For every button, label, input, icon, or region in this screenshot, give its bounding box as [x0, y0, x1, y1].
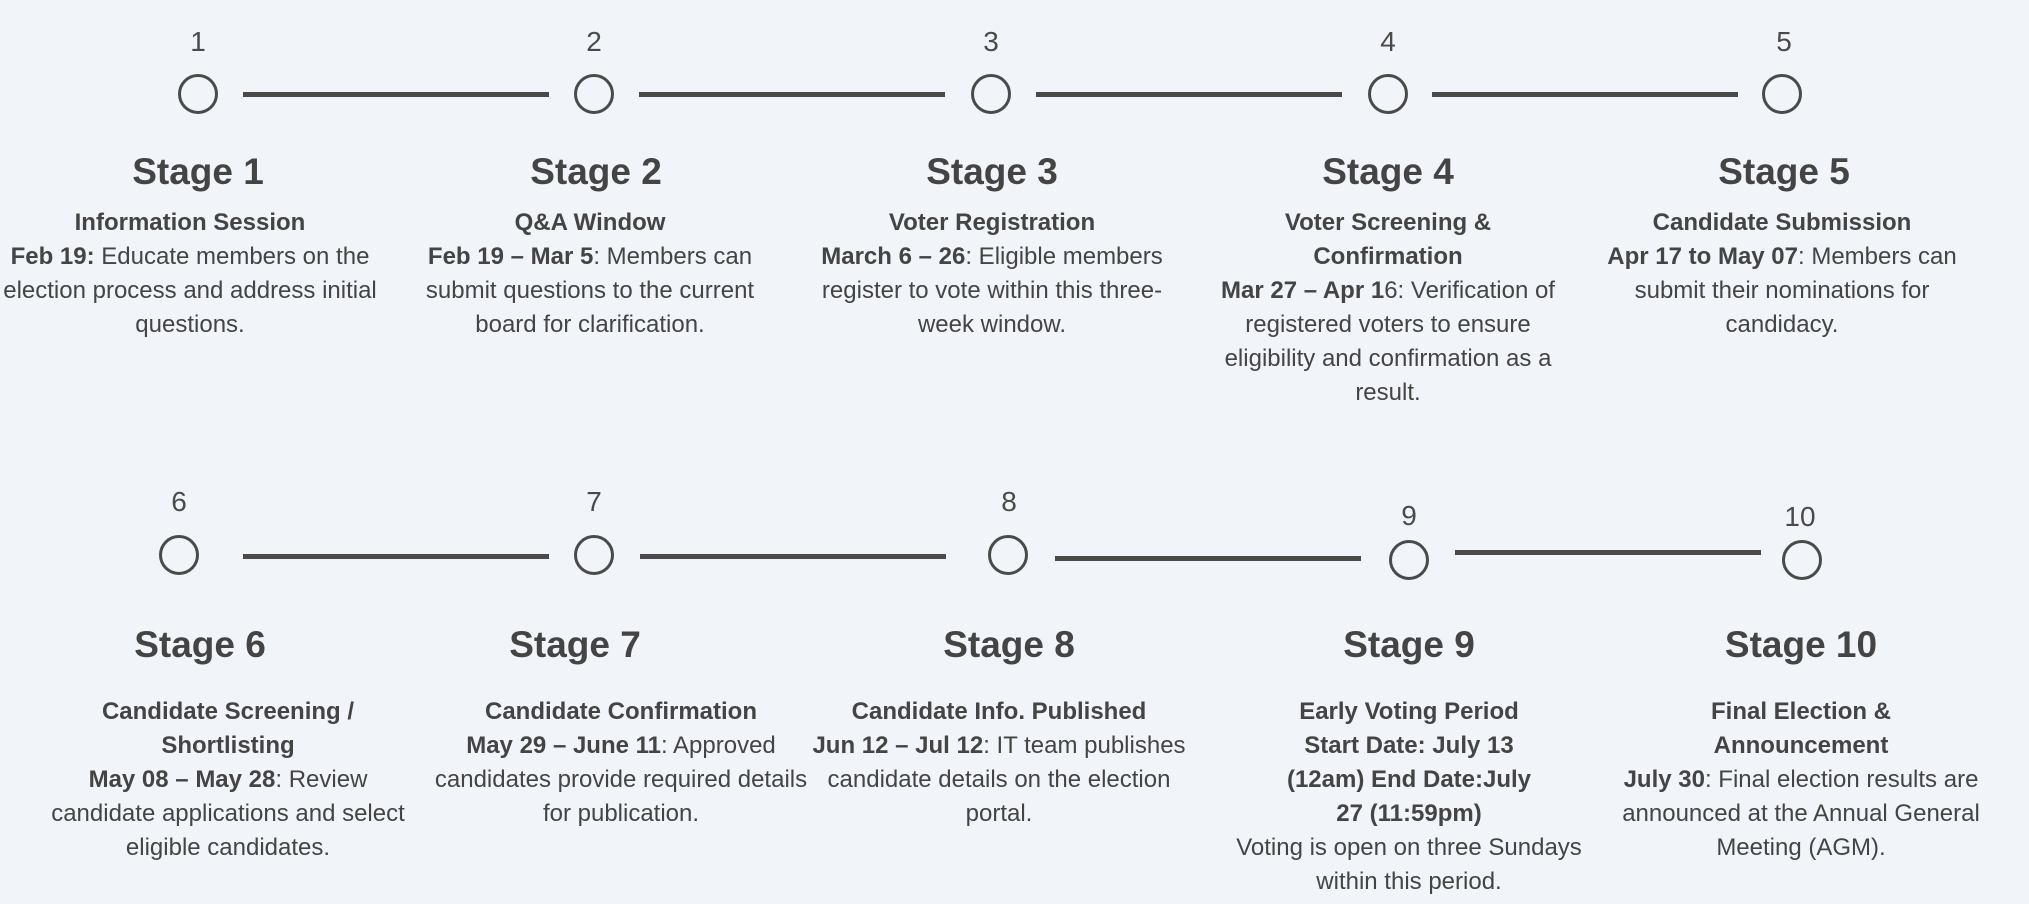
stage-description — [802, 206, 1182, 342]
stage-subtitle: Final Election & Announcement — [1710, 698, 1892, 759]
stage-number: 8 — [1001, 486, 1017, 517]
stage-title: Stage 1 — [132, 151, 264, 192]
stage-number: 7 — [586, 486, 602, 517]
stage-title: Stage 8 — [943, 624, 1075, 665]
stage-node — [988, 535, 1028, 575]
stage-title: Stage 7 — [509, 624, 641, 665]
stage-description — [1611, 695, 1991, 865]
stage-date: July 30 — [1623, 766, 1705, 793]
stage-text: Educate members on the election process and address initial questions. — [3, 243, 377, 338]
stage-title: Stage 10 — [1724, 624, 1878, 665]
stage-node — [178, 74, 218, 114]
stage-description — [0, 206, 380, 342]
stage-title: Stage 6 — [134, 624, 266, 665]
stage-description — [1219, 695, 1599, 899]
stage-description — [809, 695, 1189, 831]
connector-line-6-7 — [243, 554, 549, 559]
stage-number: 9 — [1401, 500, 1417, 531]
stage-date: Apr 17 to May 07 — [1607, 243, 1798, 270]
stage-number: 4 — [1380, 26, 1396, 57]
stage-text: : Members can submit questions to the current board for clarification. — [425, 243, 755, 338]
stage-subtitle: Candidate Screening / Shortlisting — [101, 698, 355, 759]
stage-date: Feb 19 – Mar 5 — [427, 243, 594, 270]
stage-date: May 29 – June 11 — [466, 732, 662, 759]
stage-title: Stage 4 — [1322, 151, 1454, 192]
stage-node — [574, 74, 614, 114]
stage-title: Stage 9 — [1343, 624, 1475, 665]
stage-date: Jun 12 – Jul 12 — [812, 732, 984, 759]
stage-subtitle: Voter Registration — [888, 209, 1096, 236]
stage-number: 2 — [586, 26, 602, 57]
stage-number: 5 — [1776, 26, 1792, 57]
stage-date: Mar 27 – Apr 1 — [1221, 277, 1385, 304]
stage-text: Voting is open on three Sundays within this period. — [1236, 834, 1582, 895]
stage-node — [1389, 540, 1429, 580]
stage-description — [431, 695, 811, 831]
stage-description — [1592, 206, 1972, 342]
connector-line-3-4 — [1036, 92, 1342, 97]
stage-number: 3 — [983, 26, 999, 57]
stage-subtitle: Candidate Submission — [1652, 209, 1912, 236]
connector-line-2-3 — [639, 92, 945, 97]
stage-date: Start Date: July 13 (12am) End Date:July 27 (11:59pm) — [1286, 732, 1532, 827]
connector-line-8-9 — [1055, 556, 1361, 561]
stage-title: Stage 5 — [1718, 151, 1850, 192]
stage-node — [159, 535, 199, 575]
stage-date: Feb 19: — [10, 243, 95, 270]
stage-node — [574, 535, 614, 575]
connector-line-9-10 — [1455, 550, 1761, 555]
stage-subtitle: Q&A Window — [514, 209, 666, 236]
stage-number: 6 — [171, 486, 187, 517]
stage-subtitle: Candidate Info. Published — [851, 698, 1147, 725]
stage-node — [1762, 74, 1802, 114]
stage-text: : Final election results are announced at the Annual General Meeting (AGM). — [1622, 766, 1980, 861]
stage-date: May 08 – May 28 — [88, 766, 276, 793]
stage-node — [971, 74, 1011, 114]
connector-line-7-8 — [640, 554, 946, 559]
stage-date: March 6 – 26 — [821, 243, 966, 270]
stage-number: 1 — [190, 26, 206, 57]
stage-text: : IT team publishes candidate details on the election portal. — [827, 732, 1186, 827]
stage-description — [38, 695, 418, 865]
stage-text: : Approved candidates provide required details for publication. — [434, 732, 808, 827]
stage-text: 6: Verification of registered voters to ensure eligibility and confirmation as a result. — [1224, 277, 1555, 406]
connector-line-1-2 — [243, 92, 549, 97]
stage-subtitle: Voter Screening & Confirmation — [1284, 209, 1492, 270]
stage-number: 10 — [1784, 501, 1816, 532]
connector-line-4-5 — [1432, 92, 1738, 97]
stage-text: : Review candidate applications and select eligible candidates. — [51, 766, 405, 861]
stage-subtitle: Candidate Confirmation — [484, 698, 757, 725]
stage-node — [1782, 540, 1822, 580]
stage-subtitle: Information Session — [74, 209, 306, 236]
stage-description — [400, 206, 780, 342]
stage-description — [1198, 206, 1578, 410]
stage-text: : Eligible members register to vote within this three-week window. — [821, 243, 1163, 338]
stage-title: Stage 3 — [926, 151, 1058, 192]
stage-text: : Members can submit their nominations for candidacy. — [1634, 243, 1957, 338]
stage-title: Stage 2 — [530, 151, 662, 192]
stage-subtitle: Early Voting Period — [1299, 698, 1519, 725]
stage-node — [1368, 74, 1408, 114]
